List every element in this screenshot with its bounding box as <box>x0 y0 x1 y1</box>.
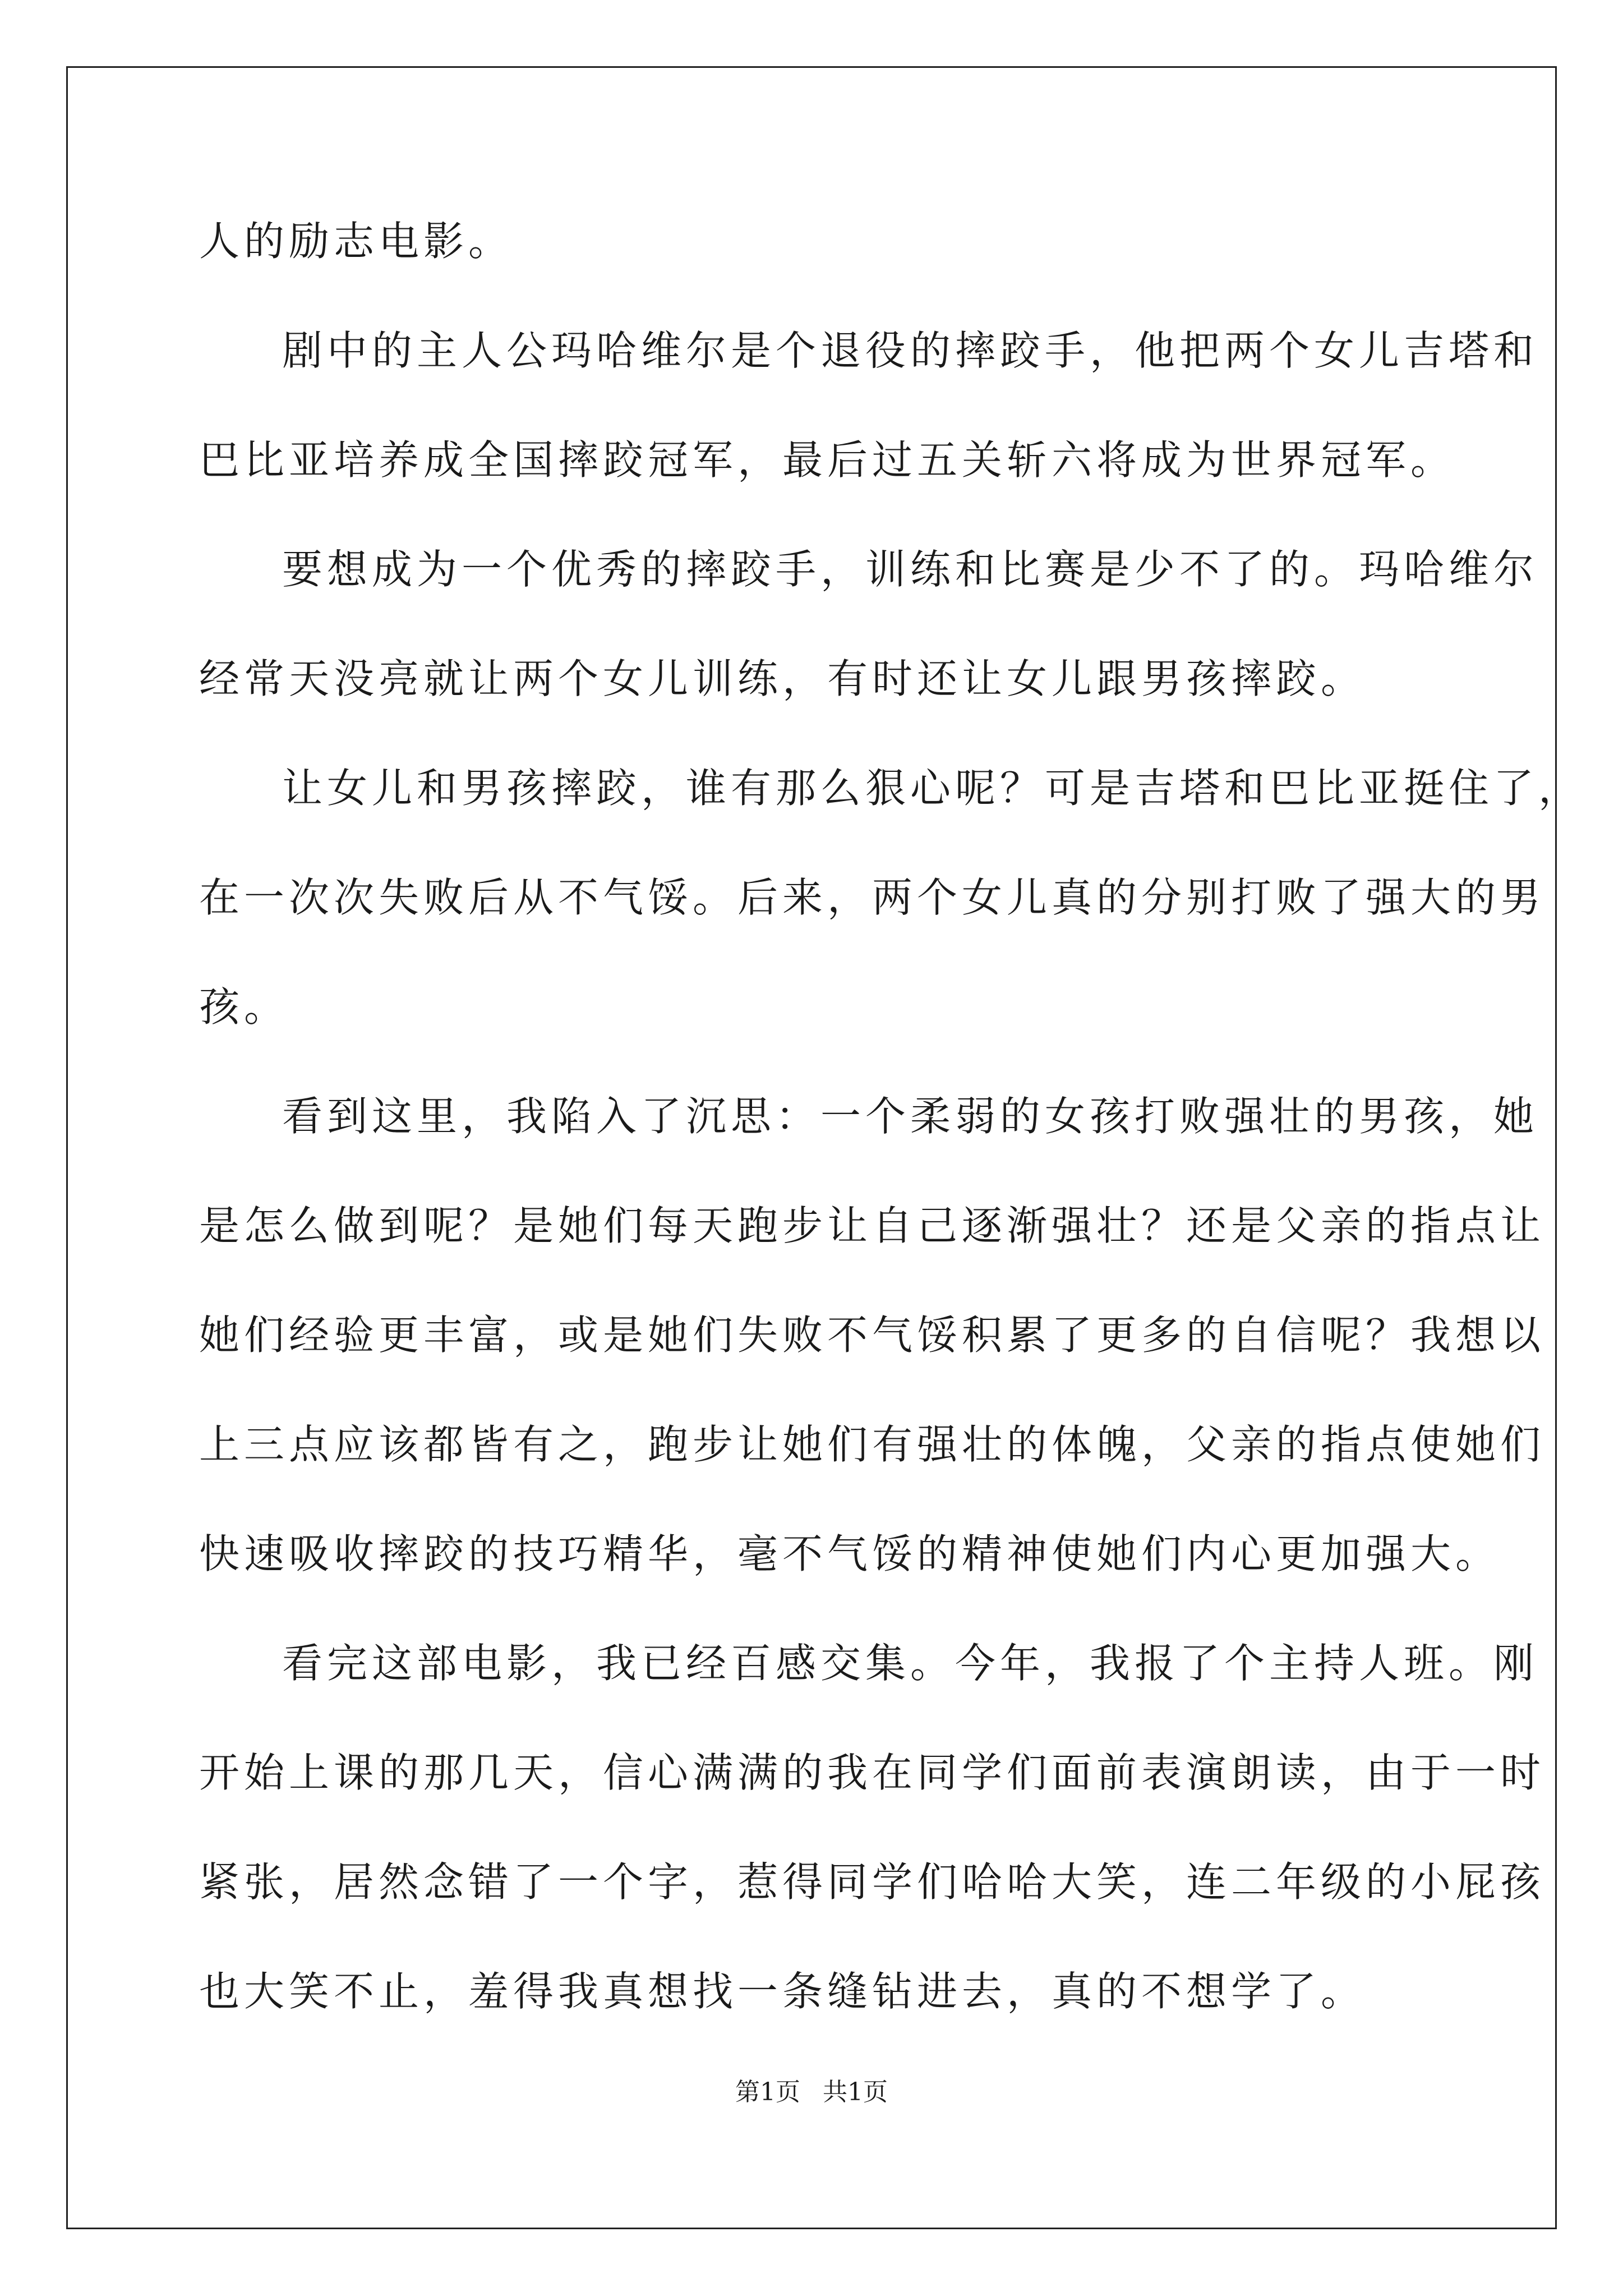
text-line: 是怎么做到呢？是她们每天跑步让自己逐渐强壮？还是父亲的指点让 <box>199 1202 1546 1249</box>
text-line: 看完这部电影，我已经百感交集。今年，我报了个主持人班。刚 <box>282 1640 1539 1687</box>
text-line: 孩。 <box>199 983 289 1030</box>
text-line: 人的励志电影。 <box>199 218 514 265</box>
text-line: 她们经验更丰富，或是她们失败不气馁积累了更多的自信呢？我想以 <box>199 1312 1546 1359</box>
text-line: 紧张，居然念错了一个字，惹得同学们哈哈大笑，连二年级的小屁孩 <box>199 1858 1546 1906</box>
page-total: 共1页 <box>823 2078 888 2106</box>
text-line: 在一次次失败后从不气馁。后来，两个女儿真的分别打败了强大的男 <box>199 874 1546 921</box>
text-line: 经常天没亮就让两个女儿训练，有时还让女儿跟男孩摔跤。 <box>199 655 1366 702</box>
text-line: 开始上课的那几天，信心满满的我在同学们面前表演朗读，由于一时 <box>199 1749 1546 1796</box>
text-line: 要想成为一个优秀的摔跤手，训练和比赛是少不了的。玛哈维尔 <box>282 546 1539 593</box>
text-line: 剧中的主人公玛哈维尔是个退役的摔跤手，他把两个女儿吉塔和 <box>282 327 1539 374</box>
text-line: 也大笑不止，羞得我真想找一条缝钻进去，真的不想学了。 <box>199 1968 1366 2015</box>
text-line: 看到这里，我陷入了沉思：一个柔弱的女孩打败强壮的男孩，她 <box>282 1093 1539 1140</box>
page-footer <box>0 2076 1623 2109</box>
text-line: 让女儿和男孩摔跤，谁有那么狠心呢？可是吉塔和巴比亚挺住了， <box>282 765 1584 812</box>
page-number: 第1页 <box>735 2078 800 2106</box>
text-line: 巴比亚培养成全国摔跤冠军，最后过五关斩六将成为世界冠军。 <box>199 436 1456 484</box>
text-line: 快速吸收摔跤的技巧精华，毫不气馁的精神使她们内心更加强大。 <box>199 1530 1501 1577</box>
text-line: 上三点应该都皆有之，跑步让她们有强壮的体魄，父亲的指点使她们 <box>199 1421 1546 1468</box>
